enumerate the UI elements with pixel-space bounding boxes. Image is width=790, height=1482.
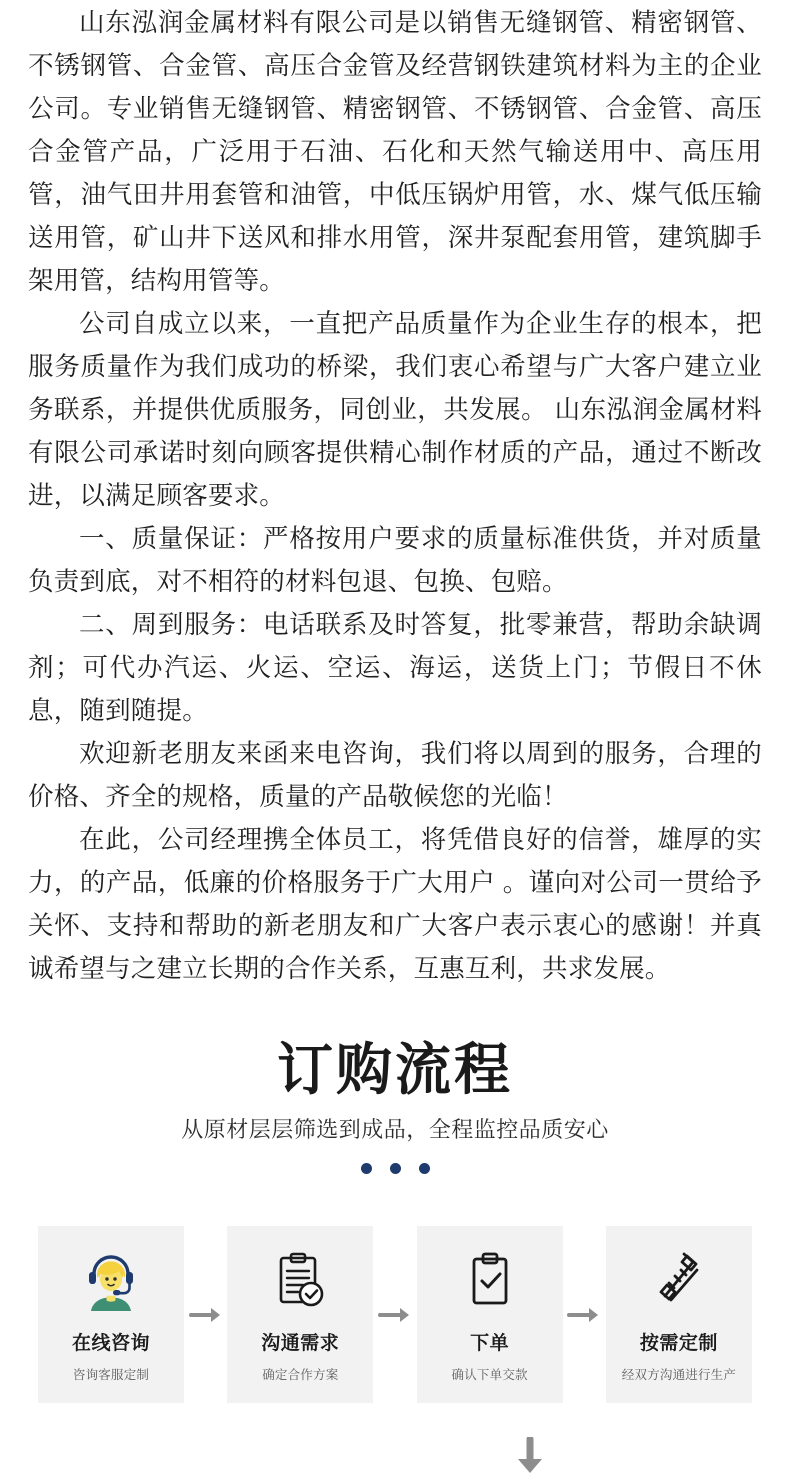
paragraph: 山东泓润金属材料有限公司是以销售无缝钢管、精密钢管、不锈钢管、合金管、高压合金管及经营钢铁建筑材料为主的企业公司。专业销售无缝钢管、精密钢管、不锈钢管、合金管、高压合金管产品，广泛用于石油、石化和天然气输送用中、高压用管，油气田井用套管和油管，中低压锅炉用管，水、煤气低压输送用管，矿山井下送风和排水用管，深井泵配套用管，建筑脚手架用管，结构用管等。 <box>28 9 762 295</box>
step-title: 沟通需求 <box>261 1333 340 1354</box>
step-desc: 确定合作方案 <box>262 1368 339 1382</box>
ruler-pencil-custom-icon <box>649 1248 709 1314</box>
step-title: 下单 <box>470 1333 510 1354</box>
section-subtitle: 从原材层层筛选到成品，全程监控品质安心 <box>181 1117 609 1142</box>
step-desc: 经双方沟通进行生产 <box>621 1368 737 1382</box>
down-arrow-icon <box>513 1437 547 1482</box>
paragraph: 二、周到服务：电话联系及时答复，批零兼营，帮助余缺调剂；可代办汽运、火运、空运、海运，送货上门；节假日不休息，随到随提。 <box>28 611 762 725</box>
paragraph: 公司自成立以来，一直把产品质量作为企业生存的根本，把服务质量作为我们成功的桥梁，我们衷心希望与广大客户建立业务联系，并提供优质服务，同创业，共发展。 山东泓润金属材料有限公司承诺时刻向顾客提供精心制作材质的产品，通过不断改进，以满足顾客要求。 <box>28 310 762 510</box>
paragraph: 欢迎新老朋友来函来电咨询，我们将以周到的服务，合理的价格、齐全的规格，质量的产品敬候您的光临！ <box>28 740 762 811</box>
process-section-header <box>0 1037 790 1174</box>
step-arrow-icon <box>185 1226 227 1403</box>
dot-icon <box>361 1163 372 1174</box>
step-arrow-icon <box>374 1226 416 1403</box>
step-card-custom-production[interactable] <box>606 1226 752 1403</box>
step-title: 按需定制 <box>639 1333 718 1354</box>
scroll-down-indicator <box>0 1437 790 1482</box>
order-checkbox-icon <box>460 1248 520 1314</box>
paragraph: 一、质量保证：严格按用户要求的质量标准供货，并对质量负责到底，对不相符的材料包退、包换、包赔。 <box>28 525 762 596</box>
step-card-communicate-needs[interactable] <box>227 1226 373 1403</box>
step-desc: 确认下单交款 <box>451 1368 528 1382</box>
dot-icon <box>419 1163 430 1174</box>
checklist-clipboard-icon <box>270 1248 330 1314</box>
step-desc: 咨询客服定制 <box>72 1368 150 1382</box>
step-card-online-consult[interactable] <box>38 1226 184 1403</box>
section-title: 订购流程 <box>277 1038 513 1101</box>
dot-icon <box>390 1163 401 1174</box>
step-card-place-order[interactable] <box>417 1226 563 1403</box>
step-title: 在线咨询 <box>71 1333 150 1354</box>
customer-service-agent-icon <box>81 1248 141 1314</box>
process-steps <box>0 1226 790 1403</box>
decorative-dots <box>0 1163 790 1174</box>
step-arrow-icon <box>563 1226 605 1403</box>
paragraph: 在此，公司经理携全体员工，将凭借良好的信誉，雄厚的实力，的产品，低廉的价格服务于广大用户 。谨向对公司一贯给予关怀、支持和帮助的新老朋友和广大客户表示衷心的感谢！并真诚希望与之建立长期的合作关系，互惠互利，共求发展。 <box>28 826 762 983</box>
